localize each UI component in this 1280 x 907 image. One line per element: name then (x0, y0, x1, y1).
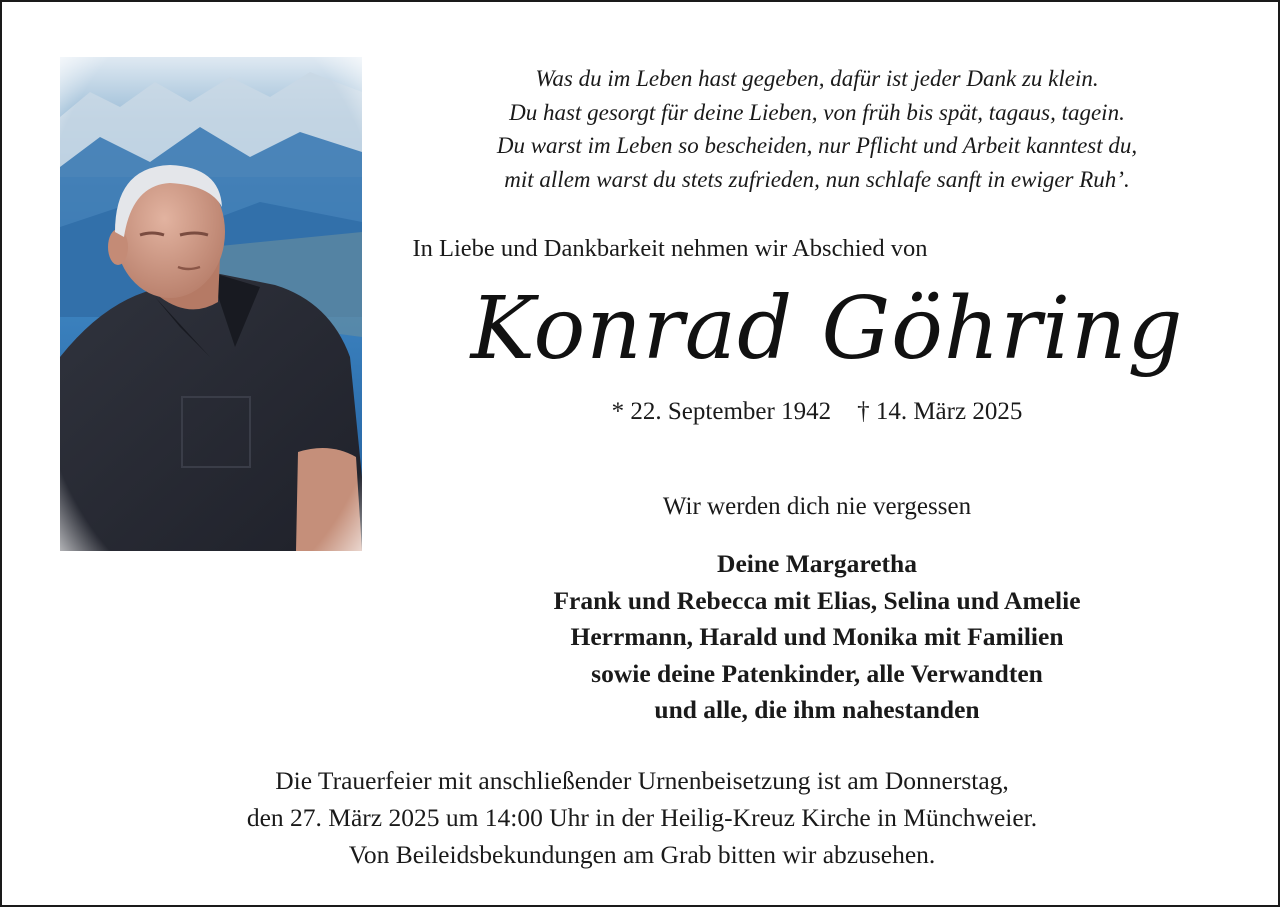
poem-line: Du warst im Leben so bescheiden, nur Pflicht und Arbeit kanntest du, (496, 133, 1138, 158)
funeral-service-info (42, 762, 1242, 873)
memorial-poem (392, 62, 1242, 196)
deceased-name: Konrad Göhring (470, 279, 1184, 379)
service-line: den 27. März 2025 um 14:00 Uhr in der Heilig-Kreuz Kirche in Münchweier. (246, 803, 1038, 832)
mourner-line: sowie deine Patenkinder, alle Verwandten (591, 658, 1043, 688)
service-line: Von Beileidsbekundungen am Grab bitten wir abzusehen. (348, 840, 936, 869)
poem-line: Was du im Leben hast gegeben, dafür ist jeder Dank zu klein. (535, 66, 1099, 91)
poem-line: Du hast gesorgt für deine Lieben, von früh bis spät, tagaus, tagein. (509, 99, 1125, 125)
mourner-line: Deine Margaretha (717, 549, 917, 578)
mourners-list (442, 546, 1192, 729)
portrait-photo (60, 57, 362, 551)
mourner-line: Frank und Rebecca mit Elias, Selina und Amelie (553, 585, 1081, 615)
intro-line: In Liebe und Dankbarkeit nehmen wir Abschied von (412, 235, 928, 262)
birth-date: * 22. September 1942 (611, 398, 832, 425)
life-dates (472, 395, 1162, 429)
death-date: † 14. März 2025 (857, 398, 1023, 425)
mourner-line: Herrmann, Harald und Monika mit Familien (570, 622, 1064, 651)
mourner-line: und alle, die ihm nahestanden (654, 695, 980, 724)
poem-line: mit allem warst du stets zufrieden, nun schlafe sanft in ewiger Ruh’. (504, 166, 1130, 192)
service-line: Die Trauerfeier mit anschließender Urnenbeisetzung ist am Donnerstag, (275, 766, 1009, 795)
farewell-line: Wir werden dich nie vergessen (662, 493, 972, 520)
